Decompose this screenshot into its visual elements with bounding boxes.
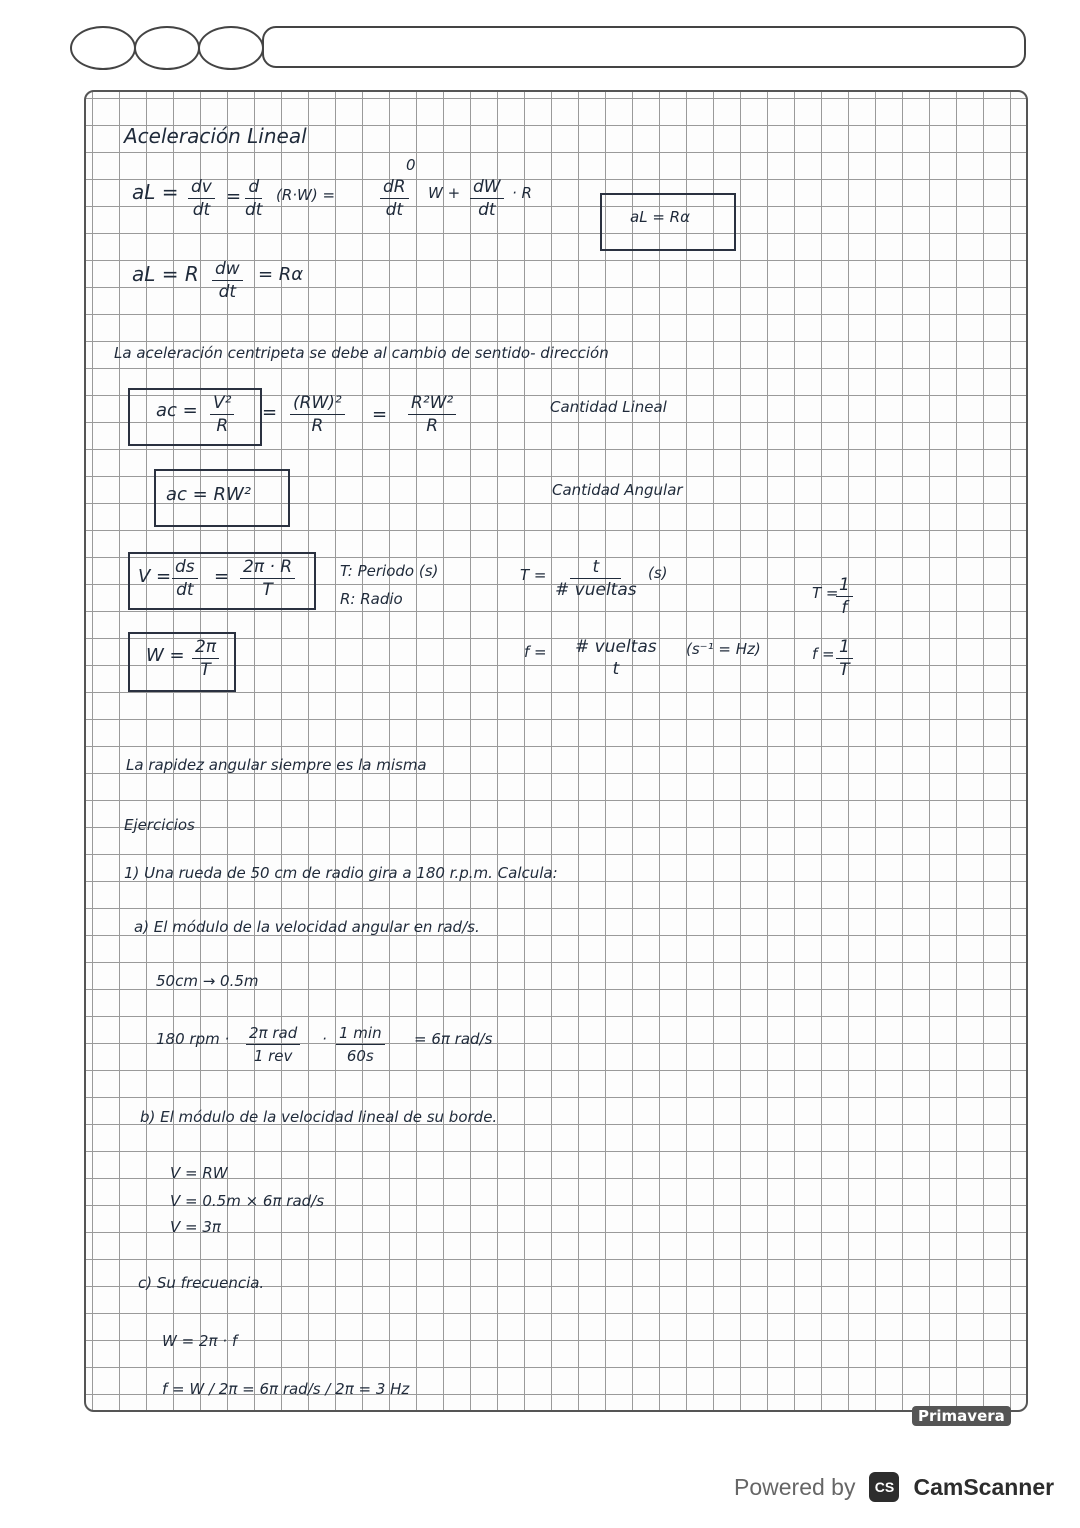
calc-a-rhs: = 6π rad/s: [414, 1030, 493, 1048]
camscanner-name: CamScanner: [913, 1473, 1055, 1500]
eq3-frac2: $\frac{\text{(RW)²}}{R}$: [290, 392, 345, 437]
boxed-al-text: aL = Rα: [630, 208, 690, 226]
calc-a-dot: ·: [322, 1030, 327, 1048]
eq1-frac1: $\frac{dv}{dt}$: [188, 176, 215, 221]
note-rapidez: La rapidez angular siempre es la misma: [126, 756, 427, 774]
eq-w-frac: $\frac{2\pi}{T}$: [192, 636, 219, 681]
eq3-frac1: $\frac{\text{V²}}{R}$: [210, 392, 234, 437]
calc-a-frac1: 2π rad 1 rev: [246, 1022, 300, 1067]
eq2-frac: $\frac{dw}{dt}$: [212, 258, 243, 303]
camscanner-icon: CS: [869, 1472, 899, 1502]
eq-t-lhs: T =: [520, 566, 547, 584]
problem-statement: 1) Una rueda de 50 cm de radio gira a 180 r.p.m. Calcula:: [124, 864, 558, 882]
eq-f-unit: (s⁻¹ = Hz): [686, 640, 761, 658]
eq-t2-frac: $\frac{1}{f}$: [836, 574, 853, 619]
calc-a-frac2: 1 min 60s: [336, 1022, 385, 1067]
cantidad-lineal: Cantidad Lineal: [550, 398, 667, 416]
part-a: a) El módulo de la velocidad angular en rad/s.: [134, 918, 480, 936]
eq2-rhs: = Rα: [258, 264, 304, 285]
eq3-eq-b: =: [372, 404, 388, 425]
eq3-frac3: $\frac{\text{R²W²}}{R}$: [408, 392, 456, 437]
eq1-frac2: $\frac{d}{dt}$: [245, 177, 263, 220]
eq3-lhs: ac =: [156, 400, 198, 421]
b-line-2: V = 0.5m × 6π rad/s: [170, 1192, 325, 1210]
eq1-eq: =: [226, 186, 242, 207]
b-line-1: V = RW: [170, 1164, 228, 1182]
ejercicios-heading: Ejercicios: [124, 816, 195, 834]
header-circle-2: [134, 26, 200, 70]
eq1-frac4: $\frac{dW}{dt}$: [470, 176, 504, 221]
calc-a-lhs: 180 rpm ·: [156, 1030, 230, 1048]
boxed-ac-text: ac = RW²: [166, 484, 251, 505]
eq1-lhs: aL =: [132, 180, 179, 204]
eq-t-unit: (s): [648, 564, 668, 582]
eq1-w-plus: W +: [428, 184, 461, 202]
b-line-3: V = 3π: [170, 1218, 221, 1236]
header-circle-3: [198, 26, 264, 70]
eq-v-frac1: $\frac{ds}{dt}$: [172, 556, 198, 601]
eq1-mid: (R·W) =: [276, 186, 336, 204]
eq-v-lhs: V =: [138, 566, 172, 587]
eq-v-eq: =: [214, 566, 230, 587]
eq3-eq-a: =: [262, 402, 278, 423]
eq-t-frac: t # vueltas: [555, 557, 637, 600]
eq2-lhs: aL = R: [132, 262, 199, 286]
powered-by-text: Powered by: [734, 1473, 856, 1500]
conversion: 50cm → 0.5m: [156, 972, 259, 990]
note-centripeta: La aceleración centripeta se debe al cambio de sentido- dirección: [114, 344, 609, 362]
eq-f2-lhs: f =: [812, 645, 835, 663]
eq1-r: · R: [512, 184, 532, 202]
camscanner-footer: [734, 1472, 1054, 1502]
eq1-frac3: $\frac{dR}{dt}$: [380, 176, 409, 221]
header-circle-1: [70, 26, 136, 70]
notebook-brand-logo: Primavera: [912, 1406, 1011, 1426]
part-b: b) El módulo de la velocidad lineal de su borde.: [140, 1108, 498, 1126]
eq-f2-frac: $\frac{1}{T}$: [836, 636, 853, 681]
legend-radio: R: Radio: [340, 590, 403, 608]
page-title: Aceleración Lineal: [124, 124, 307, 148]
eq-f-frac: # vueltas t: [575, 637, 657, 679]
legend-periodo: T: Periodo (s): [340, 562, 439, 580]
part-c: c) Su frecuencia.: [138, 1274, 265, 1292]
cantidad-angular: Cantidad Angular: [552, 481, 683, 499]
header-bar: [262, 26, 1026, 68]
eq-w-lhs: W =: [146, 645, 185, 666]
c-line-2: f = W / 2π = 6π rad/s / 2π = 3 Hz: [162, 1380, 410, 1398]
eq-f-lhs: f =: [524, 643, 547, 661]
c-line-1: W = 2π · f: [162, 1332, 238, 1350]
eq-v-frac2: $\frac{2\pi \cdot R}{T}$: [240, 556, 295, 601]
eq-t2-lhs: T =: [812, 584, 839, 602]
eq1-zero: 0: [406, 156, 416, 174]
